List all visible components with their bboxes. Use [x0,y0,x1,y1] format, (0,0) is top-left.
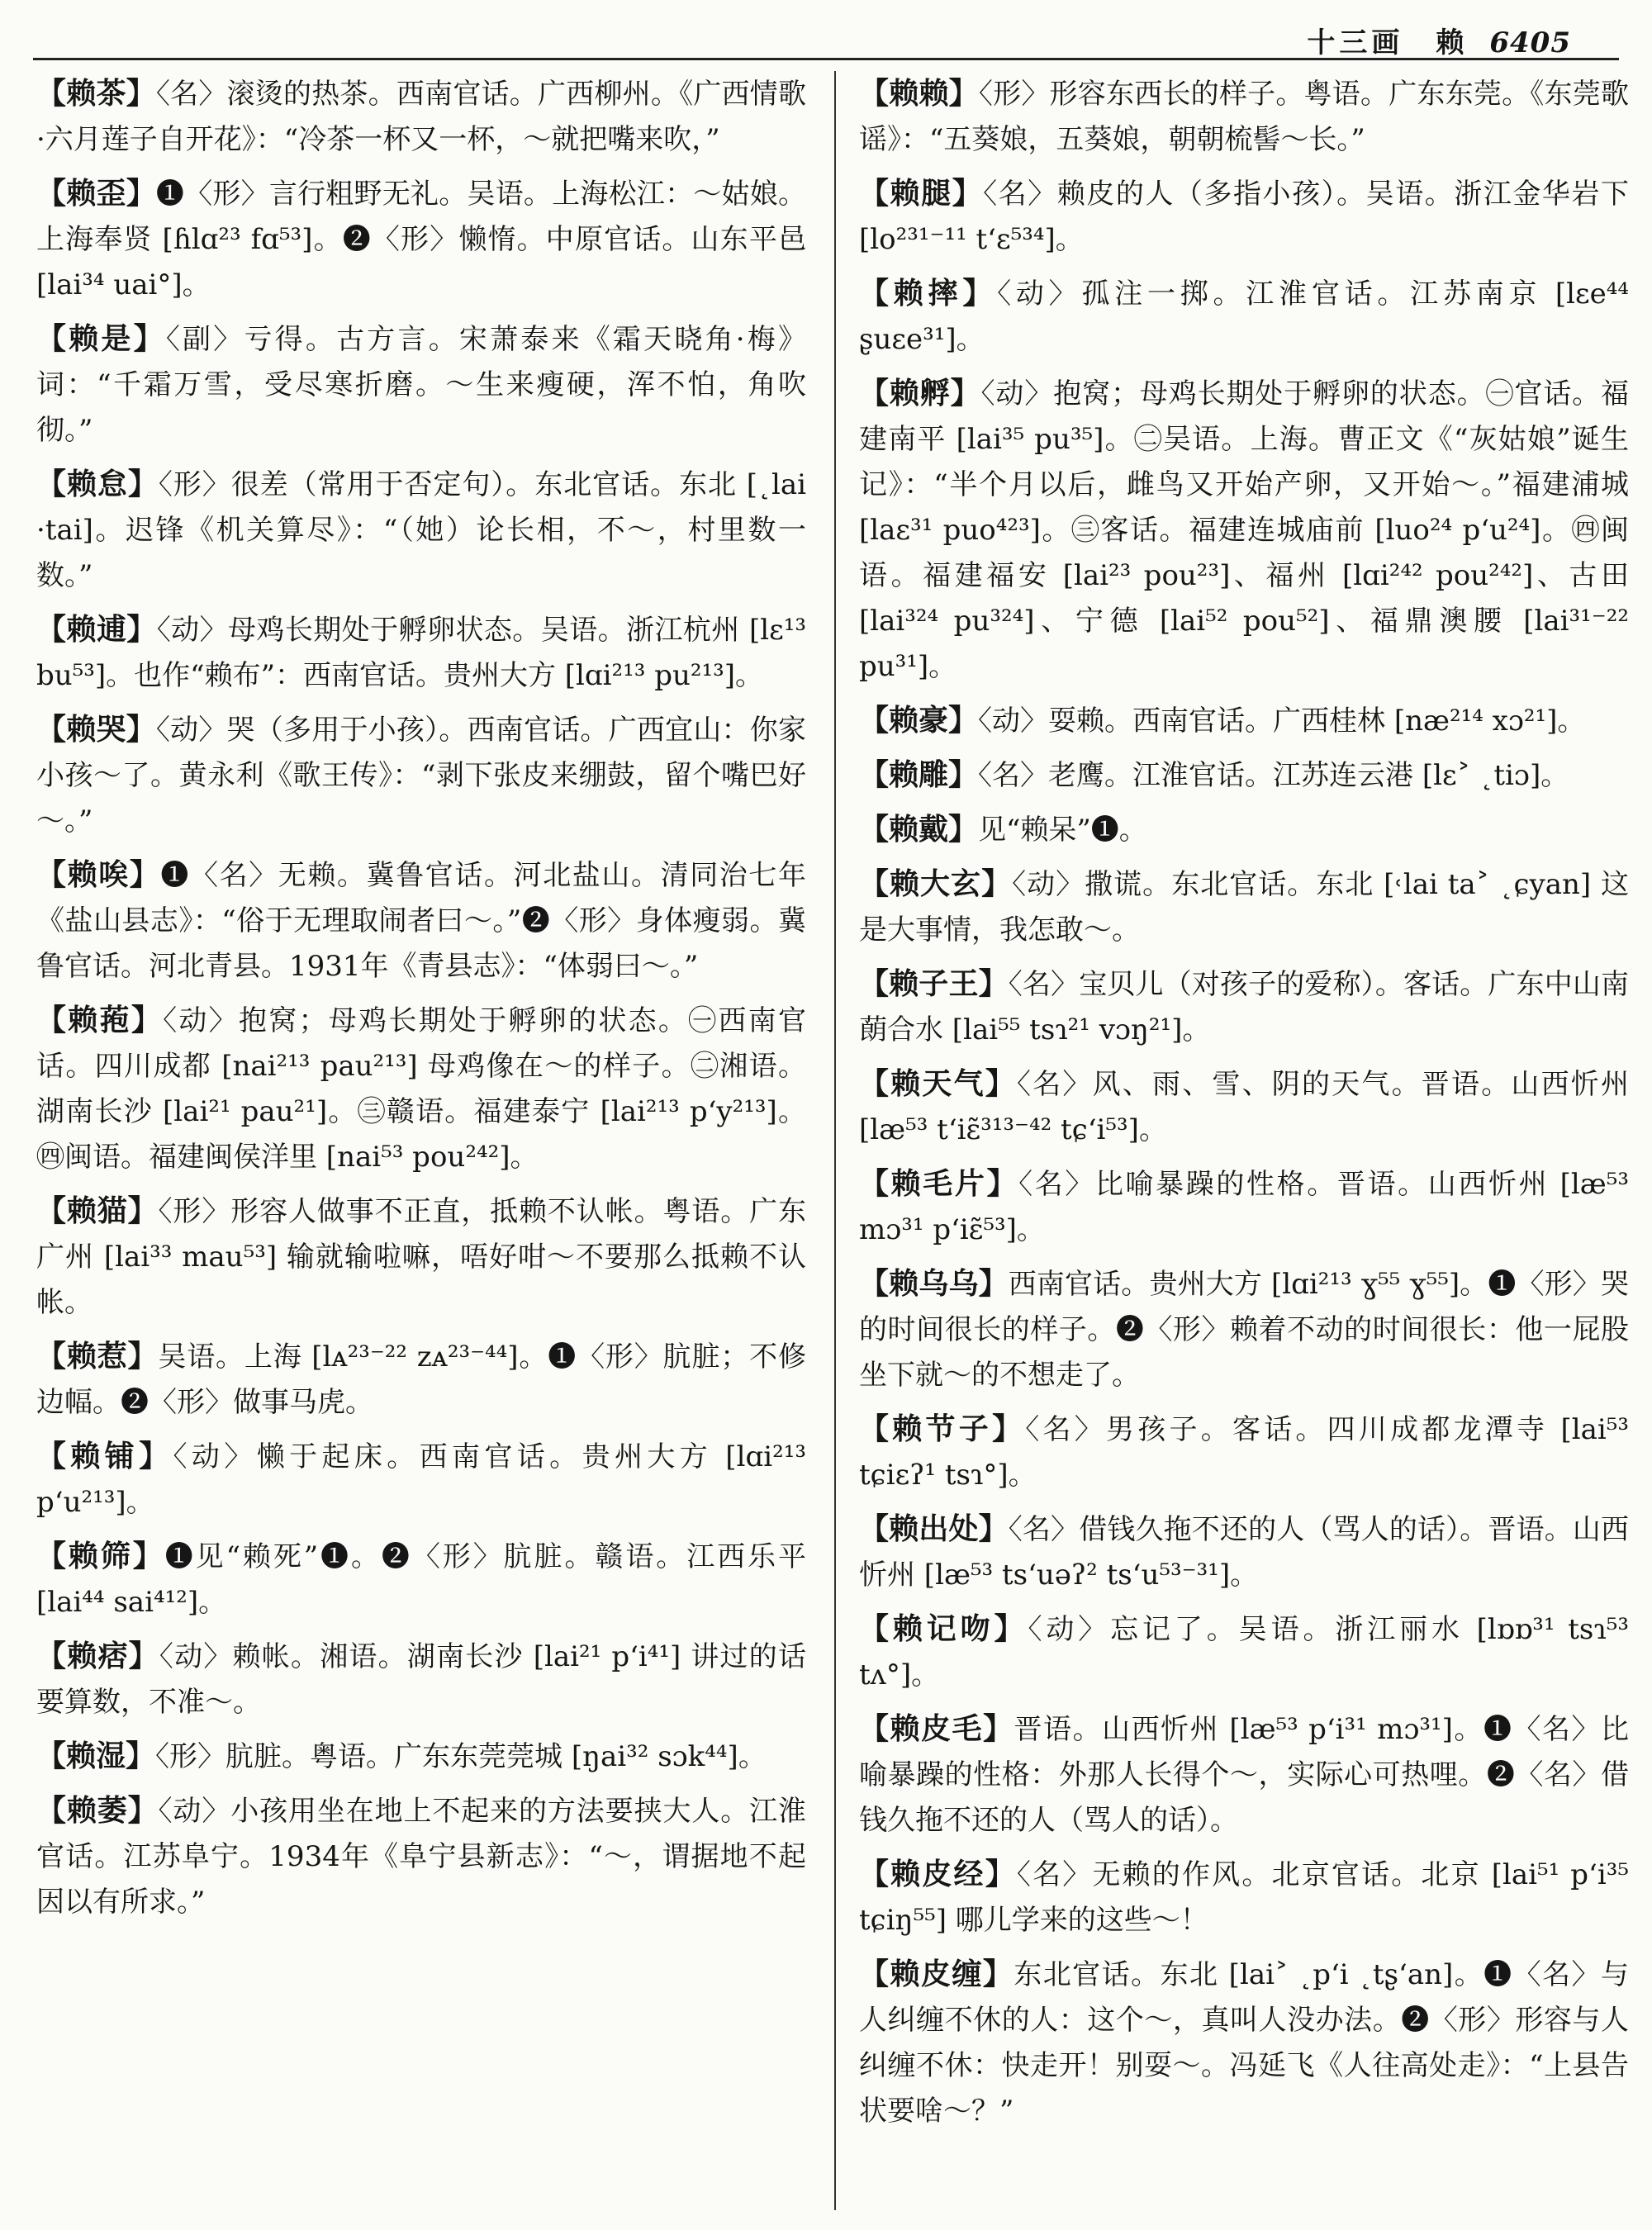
dictionary-entry [859,861,1629,953]
dictionary-entry [859,1506,1629,1598]
dictionary-entry [859,807,1629,853]
column-divider [834,71,836,2210]
entry-headword: 【赖菢】 [36,1003,164,1037]
entry-definition: 〈名〉老鹰。江淮官话。江苏连云港 [lɛ˃ ˛tiɔ]。 [978,759,1569,792]
page-number: 6405 [1489,26,1571,59]
entry-definition: 见“赖呆”❶。 [978,814,1147,847]
entry-definition: 〈名〉宝贝儿（对孩子的爱称）。客话。广东中山南蓢合水 [lai⁵⁵ tsɿ²¹ vɔŋ²¹]。 [859,968,1629,1046]
dictionary-entry [36,1434,806,1525]
dictionary-entry [859,1261,1629,1398]
entry-headword: 【赖出处】 [859,1511,1009,1546]
entry-definition: 〈名〉赖皮的人（多指小孩）。吴语。浙江金华岩下 [lo²³¹⁻¹¹ t‘ɛ⁵³⁴]。 [859,178,1629,256]
entry-definition: 〈形〉形容东西长的样子。粤语。广东东莞。《东莞歌谣》：“五葵娘，五葵娘，朝朝梳髻～长。” [859,78,1629,156]
entry-definition: 东北官话。东北 [lai˃ ˛p‘i ˛tʂ‘an]。❶〈名〉与人纠缠不休的人：这个～，真叫人没办法。❷〈形〉形容与人纠缠不休：快走开！别耍～。冯延飞《人往高处走》：“上县告状要啥～？” [859,1958,1629,2128]
entry-definition: 〈动〉哭（多用于小孩）。西南官话。广西宜山：你家小孩～了。黄永利《歌王传》：“剥下张皮来绷鼓，留个嘴巴好～。” [36,714,806,837]
dictionary-entry [36,171,806,308]
left-column [36,71,806,1933]
entry-headword: 【赖记吻】 [859,1611,1028,1646]
dictionary-entry [36,462,806,599]
entry-headword: 【赖猫】 [36,1193,159,1228]
entry-headword: 【赖天气】 [859,1066,1017,1101]
entry-headword: 【赖茶】 [36,76,156,111]
entry-definition: ❶见“赖死”❶。❷〈形〉肮脏。赣语。江西乐平 [lai⁴⁴ sai⁴¹²]。 [36,1540,806,1619]
entry-headword: 【赖皮经】 [859,1857,1017,1891]
dictionary-entry [36,1788,806,1925]
entry-definition: 吴语。上海 [lᴀ²³⁻²² zᴀ²³⁻⁴⁴]。❶〈形〉肮脏；不修边幅。❷〈形〉做事马虎。 [36,1340,806,1419]
entry-headword: 【赖大玄】 [859,866,1013,901]
entry-definition: 晋语。山西忻州 [læ⁵³ p‘i³¹ mɔ³¹]。❶〈名〉比喻暴躁的性格：外那人长得个～，实际心可热哩。❷〈名〉借钱久拖不还的人（骂人的话）。 [859,1713,1629,1837]
entry-definition: 〈名〉滚烫的热茶。西南官话。广西柳州。《广西情歌·六月莲子自开花》：“冷茶一杯又一杯，～就把嘴来吹，” [36,78,806,156]
dictionary-entry [36,1534,806,1625]
dictionary-entry [859,271,1629,363]
entry-definition: 〈动〉撒谎。东北官话。东北 [˓lai ta˃ ˛ɕyan] 这是大事情，我怎敢～。 [859,868,1629,947]
entry-headword: 【赖哭】 [36,712,156,747]
dictionary-entry [859,1706,1629,1843]
dictionary-entry [859,1852,1629,1943]
entry-definition: 〈动〉母鸡长期处于孵卵状态。吴语。浙江杭州 [lɛ¹³ bu⁵³]。也作“赖布”：西南官话。贵州大方 [lɑi²¹³ pu²¹³]。 [36,614,806,692]
dictionary-entry [859,1407,1629,1498]
entry-headword: 【赖惹】 [36,1339,159,1374]
entry-definition: 〈动〉孤注一掷。江淮官话。江苏南京 [lɛe⁴⁴ ʂuɛe³¹]。 [859,278,1629,356]
entry-headword: 【赖筛】 [36,1539,165,1573]
entry-definition: 〈动〉忘记了。吴语。浙江丽水 [lɒɒ³¹ tsɿ⁵³ tʌ°]。 [859,1613,1629,1691]
entry-headword: 【赖萎】 [36,1793,159,1828]
entry-headword: 【赖节子】 [859,1412,1026,1446]
entry-headword: 【赖摔】 [859,276,998,311]
entry-headword: 【赖乌乌】 [859,1266,1009,1301]
dictionary-entry [36,1189,806,1326]
dictionary-entry [36,71,806,163]
entry-definition: ❶〈形〉言行粗野无礼。吴语。上海松江：～姑娘。上海奉贤 [ɦlɑ²³ fɑ⁵³]。❷〈形〉懒惰。中原官话。山东平邑 [lai³⁴ uai°]。 [36,178,806,301]
right-column [859,71,1629,2142]
dictionary-entry [859,1952,1629,2134]
dictionary-entry [36,998,806,1180]
entry-headword: 【赖是】 [36,321,166,356]
entry-headword: 【赖铺】 [36,1439,173,1473]
entry-headword: 【赖腿】 [859,176,984,211]
entry-headword: 【赖皮毛】 [859,1711,1014,1746]
entry-definition: 〈形〉肮脏。粤语。广东东莞莞城 [ŋai³² sɔk⁴⁴]。 [155,1740,767,1773]
page-header [33,18,1619,60]
dictionary-entry [36,607,806,699]
entry-definition: 〈动〉抱窝；母鸡长期处于孵卵的状态。㊀西南官话。四川成都 [nai²¹³ pau²¹³] 母鸡像在～的样子。㊁湘语。湖南长沙 [lai²¹ pau²¹]。㊂赣语。福建泰宁 [lai²¹³ p‘y²¹³]。㊃闽语。福建闽侯洋里 [nai⁵³ pou²⁴²]。 [36,1004,806,1174]
entry-headword: 【赖子王】 [859,966,1009,1001]
entry-definition: ❶〈名〉无赖。冀鲁官话。河北盐山。清同治七年《盐山县志》：“俗于无理取闹者曰～。”❷〈形〉身体瘦弱。冀鲁官话。河北青县。1931年《青县志》：“体弱曰～。” [36,859,806,983]
dictionary-entry [859,1606,1629,1698]
dictionary-entry [859,1161,1629,1253]
dictionary-entry [36,707,806,844]
entry-headword: 【赖湿】 [36,1739,156,1773]
entry-definition: 〈名〉男孩子。客话。四川成都龙潭寺 [lai⁵³ tɕiɛʔ¹ tsɿ°]。 [859,1413,1629,1492]
section-title: 十三画 赖 [1307,26,1469,59]
entry-headword: 【赖唉】 [36,857,161,892]
dictionary-entry [36,1334,806,1426]
entry-definition: 〈动〉耍赖。西南官话。广西桂林 [næ²¹⁴ xɔ²¹]。 [978,705,1586,738]
dictionary-entry [859,71,1629,163]
entry-headword: 【赖逋】 [36,612,157,647]
entry-definition: 西南官话。贵州大方 [lɑi²¹³ ɣ⁵⁵ ɣ⁵⁵]。❶〈形〉哭的时间很长的样子。❷〈形〉赖着不动的时间很长：他一屁股坐下就～的不想走了。 [859,1268,1629,1392]
entry-definition: 〈动〉赖帐。湘语。湖南长沙 [lai²¹ p‘i⁴¹] 讲过的话要算数，不准～。 [36,1640,806,1719]
dictionary-entry [859,1061,1629,1153]
entry-definition: 〈形〉形容人做事不正直，抵赖不认帐。粤语。广东广州 [lai³³ mau⁵³] 输就输啦嘛，唔好咁～不要那么抵赖不认帐。 [36,1195,806,1319]
entry-definition: 〈动〉懒于起床。西南官话。贵州大方 [lɑi²¹³ p‘u²¹³]。 [36,1440,806,1519]
entry-headword: 【赖戴】 [859,812,979,847]
entry-headword: 【赖皮缠】 [859,1957,1014,1991]
dictionary-entry [36,1634,806,1725]
dictionary-entry [859,961,1629,1053]
entry-headword: 【赖怠】 [36,467,159,501]
dictionary-entry [36,1734,806,1780]
entry-headword: 【赖毛片】 [859,1166,1019,1201]
entry-headword: 【赖孵】 [859,376,981,410]
dictionary-entry [859,698,1629,744]
entry-definition: 〈动〉抱窝；母鸡长期处于孵卵的状态。㊀官话。福建南平 [lai³⁵ pu³⁵]。㊁吴语。上海。曹正文《“灰姑娘”诞生记》：“半个月以后，雌鸟又开始产卵，又开始～。”福建浦城 [laɛ³¹ puo⁴²³]。㊂客话。福建连城庙前 [luo²⁴ p‘u²⁴]。㊃闽语。福建福安 [lai²³ pou²³]、福州 [lɑi²⁴² pou²⁴²]、古田 [lai³²⁴ pu³²⁴]、宁德 [lai⁵² pou⁵²]、福鼎澳腰 [lai³¹⁻²² pu³¹]。 [859,377,1629,683]
dictionary-entry [36,316,806,453]
dictionary-entry [859,752,1629,799]
entry-definition: 〈形〉很差（常用于否定句）。东北官话。东北 [˛lai ·tai]。迟锋《机关算尽》：“（她）论长相，不～，村里数一数。” [36,468,806,592]
entry-definition: 〈动〉小孩用坐在地上不起来的方法要挟大人。江淮官话。江苏阜宁。1934年《阜宁县新志》：“～，谓据地不起因以有所求。” [36,1795,806,1919]
entry-headword: 【赖豪】 [859,703,979,738]
entry-headword: 【赖歪】 [36,176,156,211]
entry-definition: 〈名〉借钱久拖不还的人（骂人的话）。晋语。山西忻州 [læ⁵³ ts‘uəʔ² ts‘u⁵³⁻³¹]。 [859,1513,1629,1592]
entry-definition: 〈名〉比喻暴躁的性格。晋语。山西忻州 [læ⁵³ mɔ³¹ p‘iɛ̃⁵³]。 [859,1168,1629,1246]
entry-headword: 【赖赖】 [859,76,979,111]
entry-definition: 〈名〉无赖的作风。北京官话。北京 [lai⁵¹ p‘i³⁵ tɕiŋ⁵⁵] 哪儿学来的这些～！ [859,1858,1629,1937]
entry-definition: 〈名〉风、雨、雪、阴的天气。晋语。山西忻州 [læ⁵³ t‘iɛ̃³¹³⁻⁴² tɕ‘i⁵³]。 [859,1068,1629,1146]
entry-definition: 〈副〉亏得。古方言。宋萧泰来《霜天晓角·梅》词：“千霜万雪，受尽寒折磨。～生来瘦硬，浑不怕，角吹彻。” [36,323,806,447]
dictionary-entry [36,852,806,989]
dictionary-entry [859,171,1629,263]
dictionary-entry [859,371,1629,690]
entry-headword: 【赖痞】 [36,1639,159,1673]
entry-headword: 【赖雕】 [859,757,979,792]
